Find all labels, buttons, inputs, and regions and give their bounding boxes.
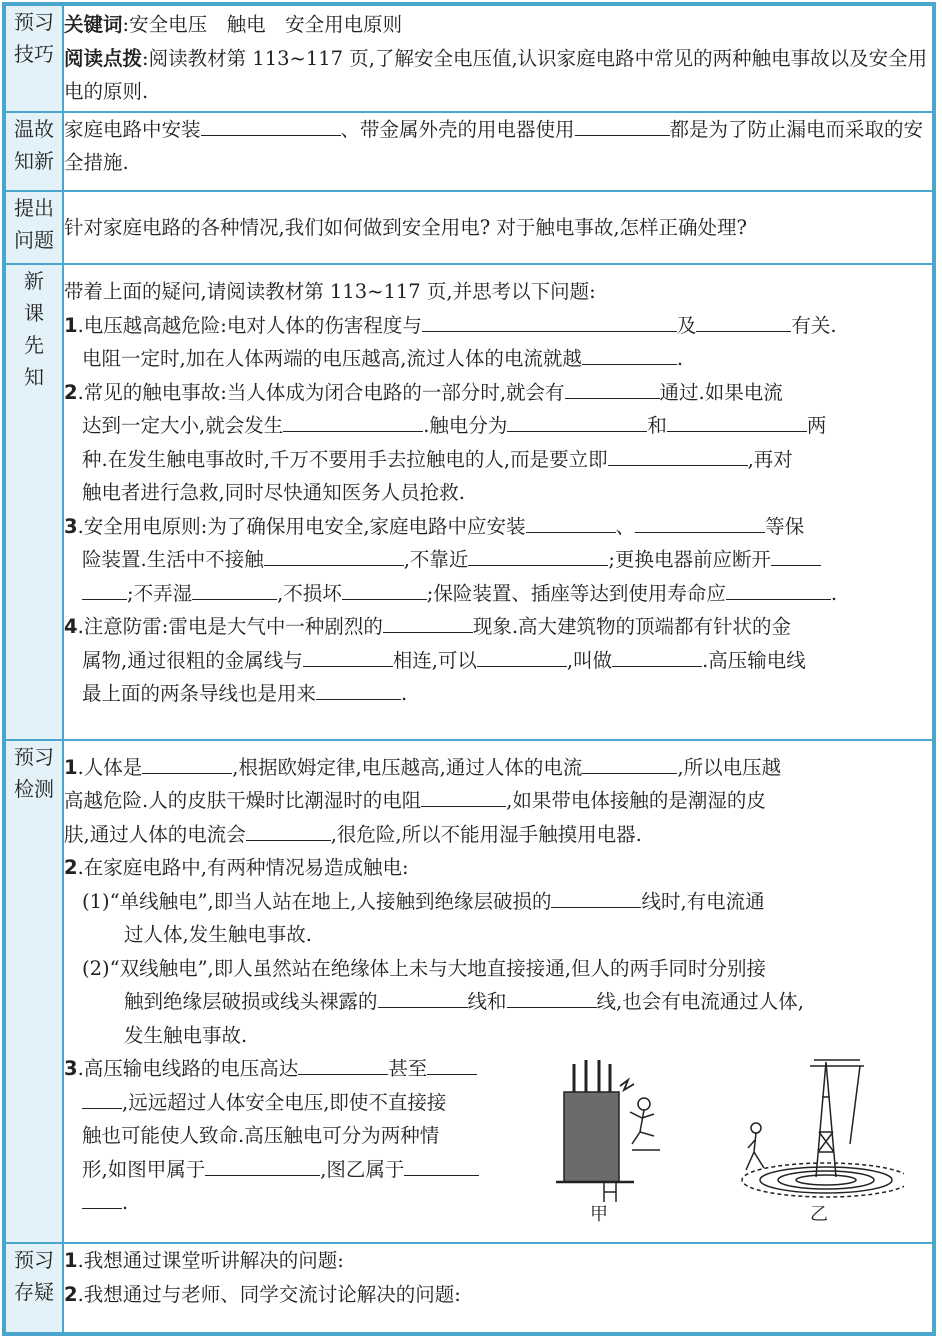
row-new-lesson — [5, 264, 933, 739]
figure-a-caption: 甲 — [590, 1204, 608, 1223]
answer-blank[interactable] — [667, 409, 807, 432]
high-voltage-figures — [544, 1052, 904, 1222]
check-2-2: (2)“双线触电”,即人虽然站在绝缘体上未与大地直接接通,但人的两手同时分别接 — [82, 956, 766, 980]
preview-check-content: 1.人体是 ,根据欧姆定律,电压越高,通过人体的电流 ,所以电压越 高越危险.人的皮肤干燥时比潮湿时的电阻 ,如果带电体接触的是潮湿的皮 肤,通过人体的电流会 ,很危险,所以不能用湿手触摸用电器. 2.在家庭电路中,有两种情况易造成触电: (1)“单线触电”,即当人站在地上,人接触到绝缘层破损的 线时,有电流通 过人体,发生触电事故. (2)“双线触电”,即人虽然站在绝缘体上未与大地直接接通,但人的两手同时分别接 触到绝缘层破损或线头裸露的 线和 线,也会有电流通过人体, 发生触电事故. 3.高压输电线路的电压高达 甚至 ,远远超过人体安全电压,即使不直接接 触也可能使人致命.高压触电可分为两种情 形,如图甲属于 ,图乙属于 . 甲 乙 — [63, 740, 933, 1244]
answer-blank[interactable] — [635, 510, 765, 533]
answer-blank[interactable] — [551, 885, 641, 908]
question-2: 2.常见的触电事故:当人体成为闭合电路的一部分时,就会有 通过.如果电流 — [64, 376, 932, 410]
question-4: 4.注意防雷:雷电是大气中一种剧烈的 现象.高大建筑物的顶端都有针状的金 — [64, 610, 932, 644]
row-question — [5, 191, 933, 264]
answer-blank[interactable] — [205, 1153, 320, 1176]
row-preview-skills — [5, 5, 933, 112]
keywords-label: 关键词 — [64, 13, 123, 36]
label-question: 提出 问题 — [5, 191, 63, 264]
row-review — [5, 112, 933, 192]
check-3: 3.高压输电线路的电压高达 甚至 ,远远超过人体安全电压,即使不直接接 触也可能使人致命.高压触电可分为两种情 形,如图甲属于 ,图乙属于 . — [64, 1052, 544, 1222]
answer-blank[interactable] — [316, 677, 401, 700]
answer-blank[interactable] — [565, 376, 660, 399]
answer-blank[interactable] — [771, 543, 821, 566]
answer-blank[interactable] — [264, 543, 404, 566]
answer-blank[interactable] — [283, 409, 423, 432]
answer-blank[interactable] — [246, 818, 331, 841]
answer-blank[interactable] — [142, 751, 232, 774]
doubts-content — [63, 1243, 933, 1333]
skills-content — [63, 5, 933, 112]
answer-blank[interactable] — [383, 610, 473, 633]
figure-a-arc-discharge — [556, 1060, 660, 1202]
review-content: 家庭电路中安装 、带金属外壳的用电器使用 都是为了防止漏电而采取的安全措施. — [63, 112, 933, 192]
question-text: 针对家庭电路的各种情况,我们如何做到安全用电? 对于触电事故,怎样正确处理? — [64, 216, 748, 239]
label-preview-skills: 预习 技巧 — [5, 5, 63, 112]
answer-blank[interactable] — [421, 784, 506, 807]
reading-tip-label: 阅读点拨 — [64, 46, 143, 70]
answer-blank[interactable] — [201, 113, 341, 136]
doubt-1: 1.我想通过课堂听讲解决的问题: — [64, 1249, 344, 1273]
answer-blank[interactable] — [422, 309, 677, 332]
answer-blank[interactable] — [342, 577, 427, 600]
answer-blank[interactable] — [404, 1153, 479, 1176]
question-1: 1.电压越高越危险:电对人体的伤害程度与 及 有关. — [64, 309, 932, 343]
check-1: 1.人体是 ,根据欧姆定律,电压越高,通过人体的电流 ,所以电压越 — [64, 751, 932, 785]
check-2: 2.在家庭电路中,有两种情况易造成触电: — [64, 856, 409, 880]
reading-tip-text: :阅读教材第 113~117 页,了解安全电压值,认识家庭电路中常见的两种触电事故以及安全用电的原则. — [64, 46, 928, 103]
question-3: 3.安全用电原则:为了确保用电安全,家庭电路中应安装 、 等保 — [64, 510, 932, 544]
answer-blank[interactable] — [608, 443, 748, 466]
answer-blank[interactable] — [192, 577, 277, 600]
answer-blank[interactable] — [507, 409, 647, 432]
label-review: 温故 知新 — [5, 112, 63, 192]
label-new-lesson: 新 课 先 知 — [5, 264, 63, 739]
answer-blank[interactable] — [575, 113, 670, 136]
answer-blank[interactable] — [303, 644, 393, 667]
worksheet — [2, 2, 936, 1336]
answer-blank[interactable] — [582, 342, 677, 365]
answer-blank[interactable] — [612, 644, 702, 667]
label-doubts: 预习 存疑 — [5, 1243, 63, 1333]
answer-blank[interactable] — [477, 644, 567, 667]
answer-blank[interactable] — [526, 510, 616, 533]
answer-blank[interactable] — [378, 985, 468, 1008]
answer-blank[interactable] — [468, 543, 608, 566]
row-doubts — [5, 1243, 933, 1333]
answer-blank[interactable] — [298, 1052, 388, 1075]
figure-b-caption: 乙 — [810, 1204, 828, 1223]
answer-blank[interactable] — [582, 751, 677, 774]
answer-blank[interactable] — [427, 1052, 477, 1075]
answer-blank[interactable] — [82, 1186, 122, 1209]
question-content — [63, 191, 933, 264]
answer-blank[interactable] — [726, 577, 831, 600]
row-preview-check — [5, 740, 933, 1244]
intro-text: 带着上面的疑问,请阅读教材第 113~117 页,并思考以下问题: — [64, 280, 596, 304]
answer-blank[interactable] — [696, 309, 791, 332]
figure-area — [544, 1052, 932, 1222]
answer-blank[interactable] — [507, 985, 597, 1008]
keywords-text: :安全电压 触电 安全用电原则 — [122, 13, 403, 36]
doubt-2: 2.我想通过与老师、同学交流讨论解决的问题: — [64, 1282, 461, 1306]
new-lesson-content: 带着上面的疑问,请阅读教材第 113~117 页,并思考以下问题: 1.电压越高越危险:电对人体的伤害程度与 及 有关. 电阻一定时,加在人体两端的电压越高,流过人体的电流就越 . 2.常见的触电事故:当人体成为闭合电路的一部分时,就会有 通过.如果电流 达到一定大小,就会发生 .触电分为 和 两 种.在发生触电事故时,千万不要用手去拉触电的人,而是要立即 ,再对 触电者进行急救,同时尽快通知医务人员抢救. 3.安全用电原则:为了确保用电安全,家庭电路中应安装 、 等保 险装置.生活中不接触 ,不靠近 ;更换电器前应断开 ;不弄湿 ,不损坏 ;保险装置、插座等达到使用寿命应 . 4.注意防雷:雷电是大气中一种剧烈的 现象.高大建筑物的顶端都有针状的金 属物,通过很粗的金属线与 相连,可以 ,叫做 .高压输电线 最上面的两条导线也是用来 . — [63, 264, 933, 739]
check-2-1: (1)“单线触电”,即当人站在地上,人接触到绝缘层破损的 线时,有电流通 — [64, 885, 932, 919]
worksheet-table — [4, 4, 934, 1334]
figure-b-step-voltage — [742, 1060, 904, 1197]
label-preview-check: 预习 检测 — [5, 740, 63, 1244]
answer-blank[interactable] — [82, 1086, 122, 1109]
answer-blank[interactable] — [82, 577, 127, 600]
